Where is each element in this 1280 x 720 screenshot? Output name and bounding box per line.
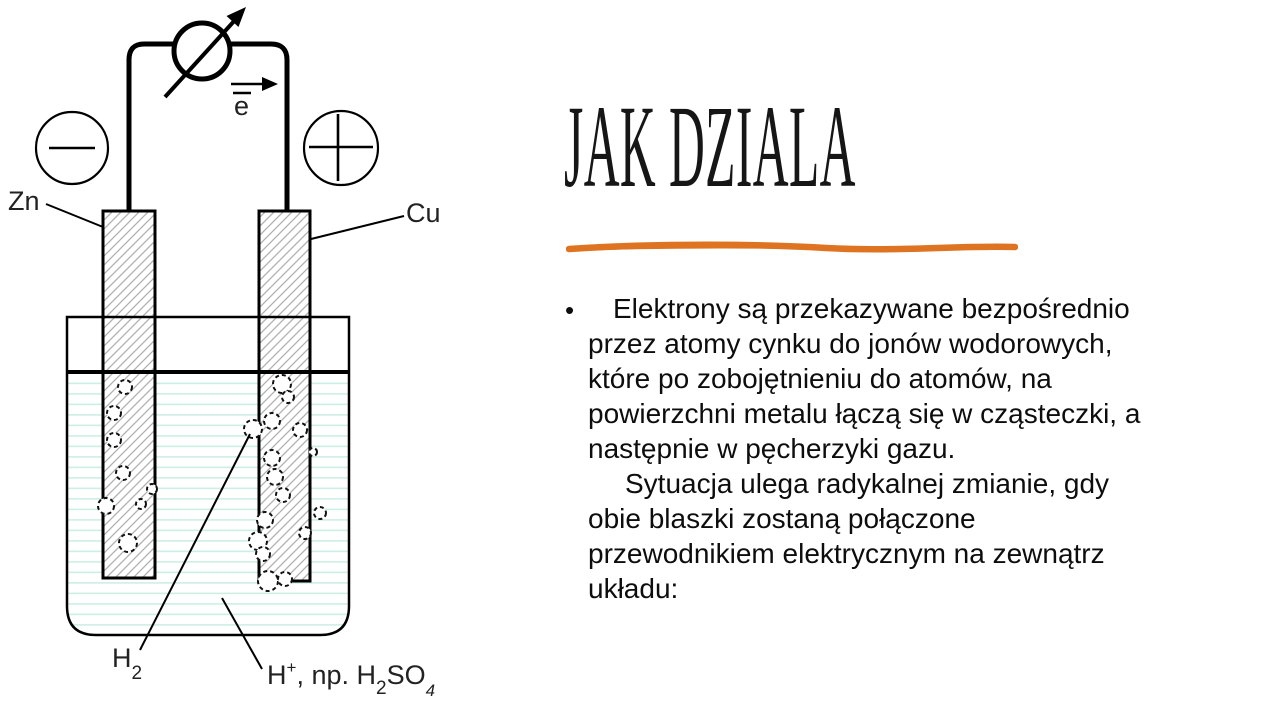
text-line: powierzchni metalu łączą się w cząsteczki, a bbox=[588, 398, 1141, 429]
body-text bbox=[563, 291, 1243, 606]
electron-flow-arrow bbox=[231, 77, 278, 121]
hydrogen-label-main: H bbox=[112, 643, 132, 673]
wire-left bbox=[129, 44, 176, 214]
text-line: które po zobojętnieniu do atomów, na bbox=[588, 363, 1052, 394]
text-line: następnie w pęcherzyki gazu. bbox=[588, 433, 956, 464]
galvanic-cell-diagram bbox=[0, 0, 500, 720]
copper-label: Cu bbox=[406, 198, 441, 228]
zinc-label: Zn bbox=[8, 186, 40, 216]
hydrogen-label bbox=[112, 643, 142, 684]
wire-right bbox=[228, 44, 287, 214]
text-line: obie blaszki zostaną połączone bbox=[588, 503, 976, 534]
text-line: przez atomy cynku do jonów wodorowych, bbox=[588, 328, 1113, 359]
electrolyte-label: H+, np. $H_2SO_4$ bbox=[267, 658, 436, 700]
slide-title: JAK DZIALA bbox=[564, 81, 856, 212]
bullet-marker: • bbox=[565, 295, 575, 325]
text-line: Sytuacja ulega radykalnej zmianie, gdy bbox=[625, 468, 1110, 499]
text-line: przewodnikiem elektrycznym na zewnątrz bbox=[588, 538, 1105, 569]
hydrogen-label-sub: 2 bbox=[131, 663, 143, 684]
zinc-pointer-line bbox=[46, 204, 103, 227]
text-line: Elektrony są przekazywane bezpośrednio bbox=[613, 293, 1130, 324]
title-underline bbox=[566, 240, 1018, 256]
minus-terminal-icon bbox=[36, 112, 108, 184]
zinc-electrode bbox=[103, 211, 155, 578]
copper-pointer-line bbox=[311, 216, 404, 239]
electron-label: e bbox=[234, 91, 250, 121]
text-line: układu: bbox=[588, 573, 679, 604]
plus-terminal-icon bbox=[304, 111, 378, 185]
